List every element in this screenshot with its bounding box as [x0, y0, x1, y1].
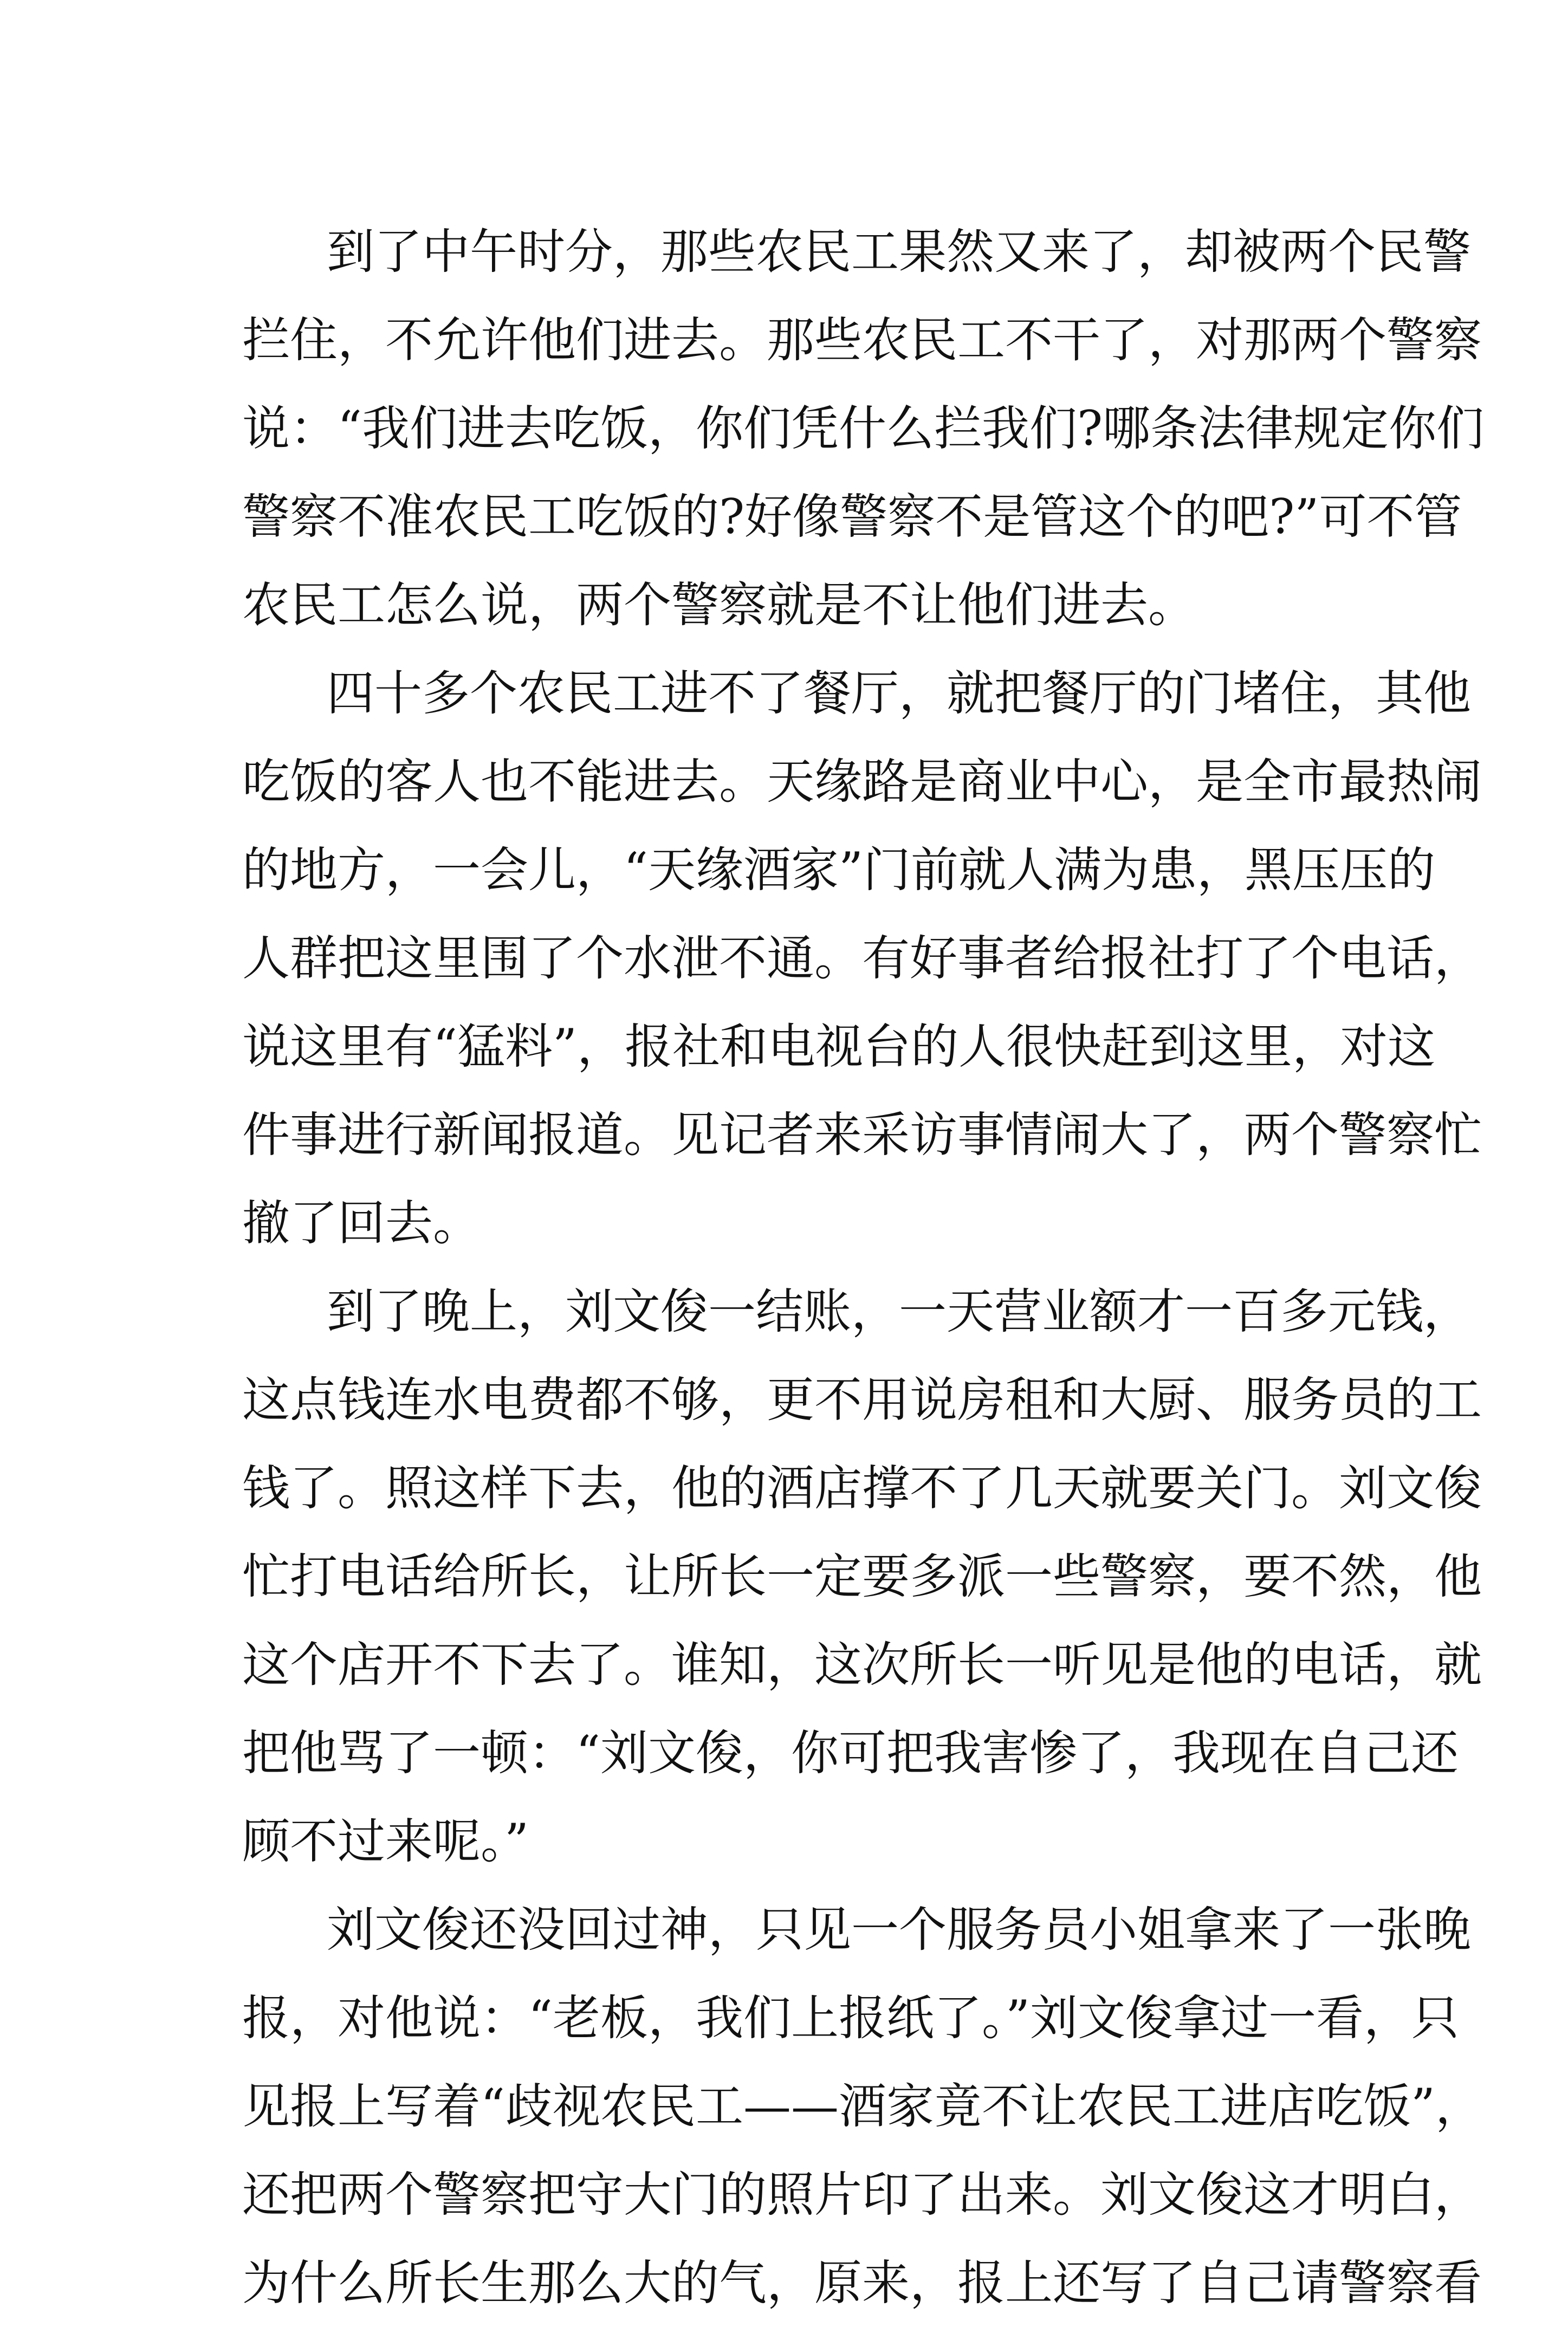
body-text: [242, 208, 1485, 2327]
text-line: 为什么所长生那么大的气，原来，报上还写了自己请警察看: [242, 2255, 1482, 2311]
text-line: 到了晚上，刘文俊一结账，一天营业额才一百多元钱，: [327, 1284, 1472, 1339]
text-line: 报，对他说：“老板，我们上报纸了。”刘文俊拿过一看，只: [242, 1990, 1459, 2046]
text-line: 农民工怎么说，两个警察就是不让他们进去。: [242, 577, 1196, 633]
paragraph-2: [242, 649, 1482, 1267]
paragraph-3: [242, 1267, 1482, 1885]
paragraph-1: [242, 208, 1485, 649]
text-line: 拦住，不允许他们进去。那些农民工不干了，对那两个警察: [242, 312, 1482, 368]
text-line: 到了中午时分，那些农民工果然又来了，却被两个民警: [327, 224, 1472, 280]
text-line: 刘文俊还没回过神，只见一个服务员小姐拿来了一张晚: [327, 1902, 1472, 1957]
text-line: 说：“我们进去吃饭，你们凭什么拦我们?哪条法律规定你们: [242, 400, 1485, 456]
text-line: 把他骂了一顿：“刘文俊，你可把我害惨了，我现在自己还: [242, 1725, 1459, 1781]
text-line: 的地方，一会儿，“天缘酒家”门前就人满为患，黑压压的: [242, 842, 1435, 898]
text-line: 这点钱连水电费都不够，更不用说房租和大厨、服务员的工: [242, 1372, 1482, 1428]
text-line: 四十多个农民工进不了餐厅，就把餐厅的门堵住，其他: [327, 665, 1472, 721]
text-line: 顾不过来呢。”: [242, 1813, 529, 1869]
text-line: 见报上写着“歧视农民工——酒家竟不让农民工进店吃饭”，: [242, 2078, 1483, 2134]
text-line: 忙打电话给所长，让所长一定要多派一些警察，要不然，他: [242, 1548, 1482, 1604]
text-line: 件事进行新闻报道。见记者来采访事情闹大了，两个警察忙: [242, 1107, 1482, 1163]
text-line: 人群把这里围了个水泄不通。有好事者给报社打了个电话，: [242, 930, 1482, 986]
text-line: 吃饭的客人也不能进去。天缘路是商业中心，是全市最热闹: [242, 754, 1482, 809]
text-line: 撤了回去。: [242, 1195, 481, 1251]
text-line: 这个店开不下去了。谁知，这次所长一听见是他的电话，就: [242, 1637, 1482, 1693]
text-line: 还把两个警察把守大门的照片印了出来。刘文俊这才明白，: [242, 2167, 1482, 2222]
paragraph-4: [242, 1885, 1483, 2327]
text-line: 钱了。照这样下去，他的酒店撑不了几天就要关门。刘文俊: [242, 1460, 1482, 1516]
text-line: 说这里有“猛料”，报社和电视台的人很快赶到这里，对这: [242, 1019, 1435, 1074]
text-line: 警察不准农民工吃饭的?好像警察不是管这个的吧?”可不管: [242, 489, 1462, 545]
